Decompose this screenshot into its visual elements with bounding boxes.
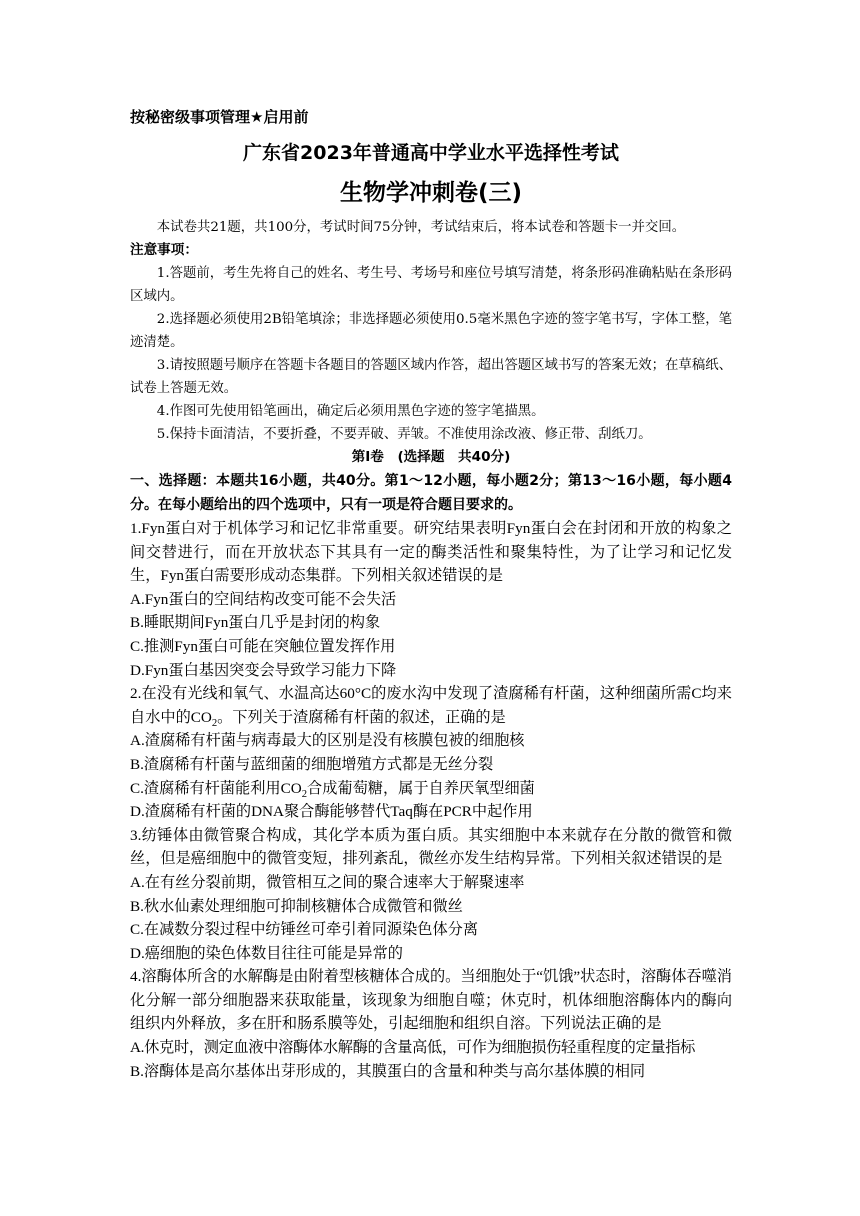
exam-page [130,100,732,1083]
stem-text: 。下列关于渣腐稀有杆菌的叙述，正确的是 [217,708,506,726]
option-a: A.渣腐稀有杆菌与病毒最大的区别是没有核膜包被的细胞核 [130,732,525,750]
question-1 [130,517,732,682]
exam-title: 广东省2023年普通高中学业水平选择性考试 [243,142,619,164]
option-c: C.推测Fyn蛋白可能在突触位置发挥作用 [130,637,396,655]
question-stem [130,682,732,729]
question-stem: 4.溶酶体所含的水解酶是由附着型核糖体合成的。当细胞处于“饥饿”状态时，溶酶体吞噬消化分解一部分细胞器来获取能量，该现象为细胞自噬；休克时，机体细胞溶酶体内的酶向组织内外释放，多在肝和肠系膜等处，引起细胞和组织自溶。下列说法正确的是 [130,968,732,1033]
option-d: D.渣腐稀有杆菌的DNA聚合酶能够替代Taq酶在PCR中起作用 [130,803,533,821]
note-item: 3.请按照题号顺序在答题卡各题目的答题区域内作答，超出答题区域书写的答案无效；在草稿纸、试卷上答题无效。 [130,358,732,396]
option-c [130,777,732,801]
subscript: 2 [301,788,308,800]
part-title: 第Ⅰ卷 (选择题 共40分) [351,449,511,465]
note-item: 2.选择题必须使用2B铅笔填涂；非选择题必须使用0.5毫米黑色字迹的签字笔书写，字体工整，笔迹清楚。 [130,312,732,350]
stem-text: 2.在没有光线和氧气、水温高达60°C的废水沟中发现了渣腐稀有杆菌，这种细菌所需C均来自水中的CO [130,685,732,726]
note-item: 4.作图可先使用铅笔画出，确定后必须用黑色字迹的签字笔描黑。 [156,404,545,419]
exam-subtitle: 生物学冲刺卷(三) [339,180,523,206]
note-item: 5.保持卡面清洁，不要折叠，不要弄破、弄皱。不准使用涂改液、修正带、刮纸刀。 [156,427,652,442]
option-b: B.秋水仙素处理细胞可抑制核糖体合成微管和微丝 [130,897,463,915]
notes-heading: 注意事项： [130,242,198,258]
option-a: A.在有丝分裂前期，微管相互之间的聚合速率大于解聚速率 [130,873,525,891]
note-item: 1.答题前，考生先将自己的姓名、考生号、考场号和座位号填写清楚，将条形码准确粘贴在条形码区域内。 [130,266,732,304]
option-b: B.渣腐稀有杆菌与蓝细菌的细胞增殖方式都是无丝分裂 [130,755,494,773]
option-d: D.Fyn蛋白基因突变会导致学习能力下降 [130,661,397,679]
section-heading: 一、选择题：本题共16小题，共40分。第1～12小题，每小题2分；第13～16小题，每小题4分。在每小题给出的四个选项中，只有一项是符合题目要求的。 [130,473,732,513]
confidential-label: 按秘密级事项管理★启用前 [130,108,309,126]
option-a: A.Fyn蛋白的空间结构改变可能不会失活 [130,590,397,608]
option-a: A.休克时，测定血液中溶酶体水解酶的含量高低，可作为细胞损伤轻重程度的定量指标 [130,1039,696,1057]
option-d: D.癌细胞的染色体数目往往可能是异常的 [130,944,403,962]
question-stem: 1.Fyn蛋白对于机体学习和记忆非常重要。研究结果表明Fyn蛋白会在封闭和开放的构象之间交替进行，而在开放状态下其具有一定的酶类活性和聚集特性，为了让学习和记忆发生，Fyn蛋白需要形成动态集群。下列相关叙述错误的是 [130,520,732,585]
intro-text: 本试卷共21题，共100分，考试时间75分钟，考试结束后，将本试卷和答题卡一并交回。 [156,220,686,235]
question-stem: 3.纺锤体由微管聚合构成，其化学本质为蛋白质。其实细胞中本来就存在分散的微管和微丝，但是癌细胞中的微管变短，排列紊乱，微丝亦发生结构异常。下列相关叙述错误的是 [130,826,732,868]
subscript: 2 [211,717,218,729]
question-2 [130,682,732,824]
option-text: 合成葡萄糖，属于自养厌氧型细菌 [307,779,535,797]
question-4 [130,965,732,1083]
question-3 [130,824,732,966]
option-c: C.在减数分裂过程中纺锤丝可牵引着同源染色体分离 [130,921,479,939]
option-b: B.睡眠期间Fyn蛋白几乎是封闭的构象 [130,614,381,632]
option-b: B.溶酶体是高尔基体出芽形成的，其膜蛋白的含量和种类与高尔基体膜的相同 [130,1062,646,1080]
option-text: C.渣腐稀有杆菌能利用CO [130,779,302,797]
